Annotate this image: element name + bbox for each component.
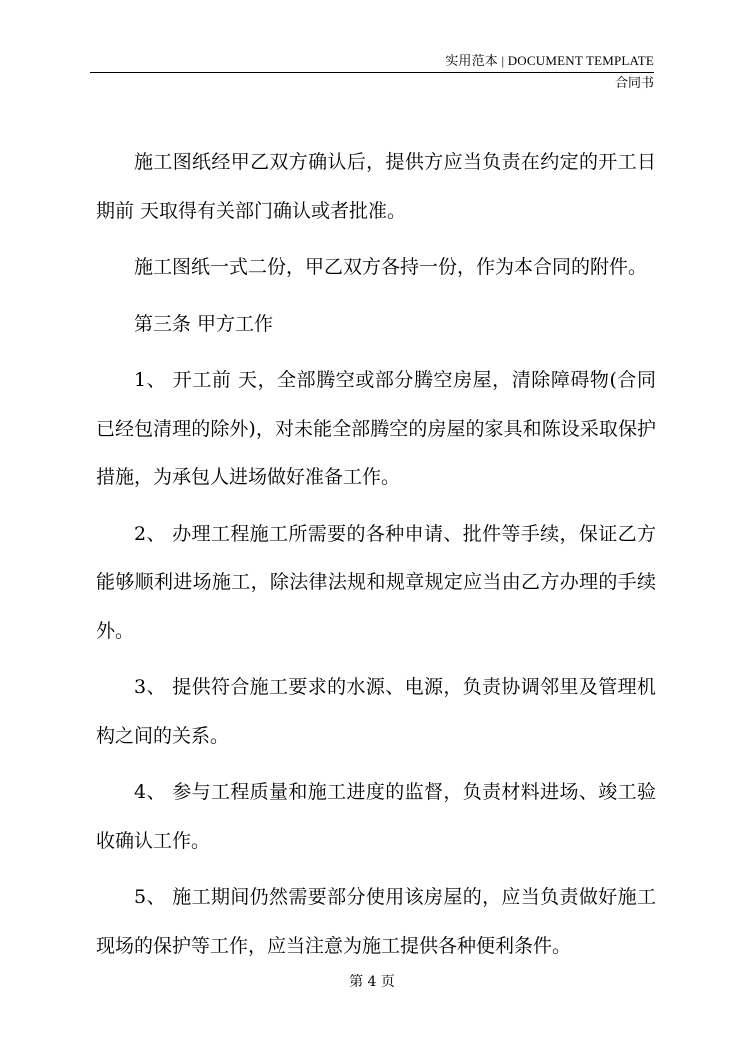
clause-item-1: 1、 开工前 天，全部腾空或部分腾空房屋，清除障碍物(合同已经包清理的除外)，对未能全部腾空的房屋的家具和陈设采取保护措施，为承包人进场做好准备工作。 xyxy=(96,369,656,488)
clause-item-3: 3、 提供符合施工要求的水源、电源，负责协调邻里及管理机构之间的关系。 xyxy=(96,676,656,747)
clause-item-5: 5、 施工期间仍然需要部分使用该房屋的，应当负责做好施工现场的保护等工作，应当注意为施工提供各种便利条件。 xyxy=(96,886,656,957)
paragraph-drawings-confirmation: 施工图纸经甲乙双方确认后，提供方应当负责在约定的开工日期前 天取得有关部门确认或者批准。 xyxy=(96,151,656,222)
header-title: 实用范本 | DOCUMENT TEMPLATE xyxy=(445,53,654,68)
header-divider xyxy=(90,72,654,73)
clause-item-4: 4、 参与工程质量和施工进度的监督，负责材料进场、竣工验收确认工作。 xyxy=(96,781,656,852)
clause-item-2: 2、 办理工程施工所需要的各种申请、批件等手续，保证乙方能够顺利进场施工，除法律法规和规章规定应当由乙方办理的手续外。 xyxy=(96,522,656,642)
document-body xyxy=(96,138,656,970)
section-heading-party-a-work: 第三条 甲方工作 xyxy=(134,312,274,335)
paragraph-drawings-copies: 施工图纸一式二份，甲乙双方各持一份，作为本合同的附件。 xyxy=(134,256,648,278)
page-number: 第 4 页 xyxy=(349,974,395,990)
header-subtitle: 合同书 xyxy=(614,75,654,90)
